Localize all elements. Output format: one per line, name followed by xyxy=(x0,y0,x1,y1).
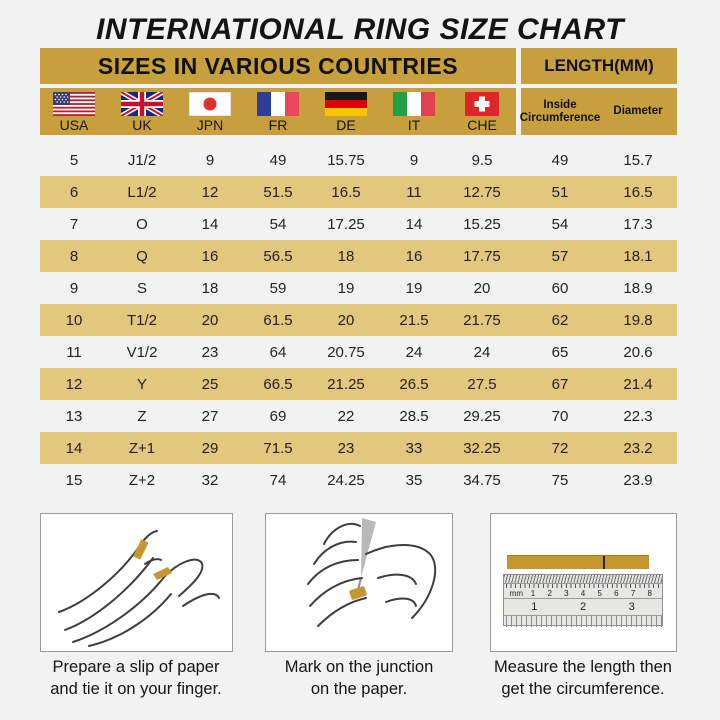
italy-flag-icon xyxy=(393,92,435,116)
table-cell: 66.5 xyxy=(263,375,293,393)
diameter-column-header: Diameter xyxy=(613,105,663,117)
table-row xyxy=(40,272,677,304)
column-header-de xyxy=(312,88,380,135)
table-row xyxy=(40,240,677,272)
table-cell: 12 xyxy=(201,183,219,201)
table-row xyxy=(40,400,677,432)
flag-row xyxy=(40,88,516,135)
table-cell: 11 xyxy=(66,343,82,361)
table-cell: 6 xyxy=(69,183,79,201)
ruler-inch-number: 1 xyxy=(531,601,538,613)
table-cell: Q xyxy=(136,247,148,265)
table-cell: 21.25 xyxy=(327,375,365,393)
table-cell: 65 xyxy=(551,343,569,361)
table-cell: 23.9 xyxy=(623,471,653,489)
ruler-cm-number: 2 xyxy=(547,588,552,598)
table-cell: Z+2 xyxy=(128,471,156,489)
flag-header-band xyxy=(40,88,677,135)
table-cell: 57 xyxy=(551,247,569,265)
germany-flag-icon xyxy=(325,92,367,116)
table-cell: 17.3 xyxy=(623,215,653,233)
table-cell: 18.9 xyxy=(623,279,653,297)
table-cell: 19 xyxy=(405,279,423,297)
table-cell: 17.75 xyxy=(463,247,501,265)
table-cell: 15.75 xyxy=(327,151,365,169)
pen-marking-paper-illustration xyxy=(266,514,452,651)
table-cell: 29.25 xyxy=(463,407,501,425)
table-rows xyxy=(40,144,677,496)
table-cell: 56.5 xyxy=(263,247,293,265)
table-header-band xyxy=(40,48,677,84)
table-cell: Z xyxy=(137,407,147,425)
table-cell: 16 xyxy=(201,247,219,265)
table-cell: 16.5 xyxy=(331,183,361,201)
table-cell: 20.6 xyxy=(623,343,653,361)
column-header-it xyxy=(380,88,448,135)
column-header-usa xyxy=(40,88,108,135)
country-code-label: DE xyxy=(336,117,356,133)
ruler-cm-number: 7 xyxy=(630,588,636,598)
caption-line: Prepare a slip of paper xyxy=(52,658,220,676)
inside-circumference-column-header: Inside Circumference xyxy=(519,98,601,124)
usa-flag-icon xyxy=(53,92,95,116)
table-cell: 75 xyxy=(551,471,569,489)
caption-line: Measure the length then xyxy=(494,658,672,676)
table-cell: 72 xyxy=(551,439,569,457)
table-row xyxy=(40,336,677,368)
length-section-header: LENGTH(MM) xyxy=(521,48,677,84)
table-cell: 23 xyxy=(337,439,355,457)
ruler-inch-number: 3 xyxy=(628,601,635,613)
table-cell: 18 xyxy=(201,279,219,297)
table-cell: 35 xyxy=(405,471,423,489)
table-row xyxy=(40,144,677,176)
table-cell: 18 xyxy=(337,247,355,265)
table-cell: 27 xyxy=(201,407,219,425)
table-cell: O xyxy=(136,215,148,233)
length-columns xyxy=(521,88,677,135)
table-cell: 16.5 xyxy=(623,183,653,201)
table-cell: S xyxy=(136,279,147,297)
caption-line: and tie it on your finger. xyxy=(50,680,222,698)
country-code-label: CHE xyxy=(467,117,497,133)
ruler-inch-numbers xyxy=(504,598,662,615)
table-cell: 20 xyxy=(201,311,219,329)
table-cell: 24 xyxy=(473,343,491,361)
paper-strip-illustration xyxy=(507,555,649,569)
table-row xyxy=(40,432,677,464)
table-cell: 32.25 xyxy=(463,439,501,457)
table-cell: 15 xyxy=(65,471,83,489)
country-code-label: FR xyxy=(268,117,288,133)
table-row xyxy=(40,368,677,400)
table-cell: 20.75 xyxy=(327,343,365,361)
table-row xyxy=(40,176,677,208)
instruction-caption-prepare xyxy=(16,656,256,700)
table-cell: 16 xyxy=(405,247,423,265)
table-cell: 29 xyxy=(201,439,219,457)
table-cell: 18.1 xyxy=(623,247,653,265)
table-cell: Z+1 xyxy=(128,439,156,457)
table-cell: 21.5 xyxy=(399,311,429,329)
table-cell: 14 xyxy=(405,215,423,233)
countries-section-header: SIZES IN VARIOUS COUNTRIES xyxy=(40,48,516,84)
table-cell: 20 xyxy=(337,311,355,329)
table-cell: 19.8 xyxy=(623,311,653,329)
instruction-box-measure xyxy=(490,513,677,652)
country-code-label: UK xyxy=(132,117,152,133)
table-cell: 17.25 xyxy=(327,215,365,233)
table-cell: V1/2 xyxy=(126,343,158,361)
column-header-fr xyxy=(244,88,312,135)
table-cell: 14 xyxy=(65,439,83,457)
table-cell: 28.5 xyxy=(399,407,429,425)
ruler-cm-number: 6 xyxy=(614,588,619,598)
table-cell: 59 xyxy=(269,279,287,297)
table-cell: 49 xyxy=(269,151,287,169)
ruler-cm-number: 5 xyxy=(597,588,602,598)
uk-flag-icon xyxy=(121,92,163,116)
table-cell: 9 xyxy=(205,151,215,169)
ruler-hatch-edge xyxy=(504,575,662,584)
table-cell: 69 xyxy=(269,407,287,425)
table-cell: 54 xyxy=(551,215,569,233)
france-flag-icon xyxy=(257,92,299,116)
ruler-cm-number: 4 xyxy=(580,588,586,598)
japan-flag-icon xyxy=(189,92,231,116)
table-cell: 27.5 xyxy=(467,375,497,393)
table-cell: 74 xyxy=(269,471,287,489)
table-cell: 21.75 xyxy=(463,311,501,329)
instruction-box-mark xyxy=(265,513,453,652)
table-cell: 67 xyxy=(551,375,569,393)
table-cell: 12.75 xyxy=(463,183,501,201)
table-cell: 49 xyxy=(551,151,569,169)
table-cell: 71.5 xyxy=(263,439,293,457)
table-cell: 26.5 xyxy=(399,375,429,393)
table-cell: 60 xyxy=(551,279,569,297)
column-header-che xyxy=(448,88,516,135)
table-row xyxy=(40,464,677,496)
table-cell: 34.75 xyxy=(463,471,501,489)
table-cell: 61.5 xyxy=(263,311,293,329)
table-cell: Y xyxy=(136,375,147,393)
table-cell: 8 xyxy=(69,247,79,265)
table-cell: 32 xyxy=(201,471,219,489)
table-cell: 7 xyxy=(69,215,79,233)
ruler-cm-numbers xyxy=(504,588,662,598)
table-cell: 9.5 xyxy=(471,151,493,169)
country-code-label: JPN xyxy=(196,117,224,133)
caption-line: on the paper. xyxy=(310,680,408,698)
caption-line: Mark on the junction xyxy=(284,658,434,676)
table-cell: 13 xyxy=(65,407,83,425)
table-cell: 11 xyxy=(406,183,422,201)
country-code-label: USA xyxy=(59,117,89,133)
table-cell: 23.2 xyxy=(623,439,653,457)
ruler-illustration xyxy=(503,574,663,626)
ruler-cm-number: 8 xyxy=(647,588,652,598)
ruler-cm-number: 3 xyxy=(564,588,569,598)
table-cell: 23 xyxy=(201,343,219,361)
table-cell: 33 xyxy=(405,439,423,457)
column-header-jpn xyxy=(176,88,244,135)
table-cell: L1/2 xyxy=(127,183,157,201)
table-cell: 15.7 xyxy=(623,151,653,169)
ring-size-table xyxy=(40,48,677,496)
caption-line: get the circumference. xyxy=(501,680,665,698)
table-cell: 22 xyxy=(337,407,355,425)
table-cell: 25 xyxy=(201,375,219,393)
table-cell: 24 xyxy=(405,343,423,361)
table-cell: 19 xyxy=(337,279,355,297)
table-cell: 5 xyxy=(69,151,79,169)
column-header-uk xyxy=(108,88,176,135)
table-cell: 70 xyxy=(551,407,569,425)
page-title: INTERNATIONAL RING SIZE CHART xyxy=(96,13,624,46)
table-cell: J1/2 xyxy=(127,151,157,169)
table-cell: 51.5 xyxy=(263,183,293,201)
table-cell: 24.25 xyxy=(327,471,365,489)
table-row xyxy=(40,304,677,336)
table-cell: 51 xyxy=(551,183,569,201)
instruction-caption-mark xyxy=(239,656,479,700)
table-cell: 10 xyxy=(65,311,83,329)
table-cell: 22.3 xyxy=(623,407,653,425)
ruler-cm-number: 1 xyxy=(530,588,536,598)
table-cell: 9 xyxy=(69,279,79,297)
strip-mark xyxy=(603,556,605,569)
instruction-box-prepare xyxy=(40,513,233,652)
table-row xyxy=(40,208,677,240)
table-cell: 54 xyxy=(269,215,287,233)
table-cell: 14 xyxy=(201,215,219,233)
table-cell: 62 xyxy=(551,311,569,329)
ruler-teeth-edge xyxy=(504,615,662,627)
instruction-caption-measure xyxy=(463,656,703,700)
table-cell: 20 xyxy=(473,279,491,297)
hand-with-paper-strip-illustration xyxy=(41,514,232,651)
ruler-inch-number: 2 xyxy=(579,601,587,613)
table-cell: 9 xyxy=(409,151,419,169)
ruler-unit-label: mm xyxy=(509,588,523,598)
table-cell: T1/2 xyxy=(126,311,157,329)
table-cell: 15.25 xyxy=(463,215,501,233)
table-cell: 64 xyxy=(269,343,287,361)
country-code-label: IT xyxy=(407,117,421,133)
table-cell: 12 xyxy=(65,375,83,393)
table-cell: 21.4 xyxy=(623,375,653,393)
switzerland-flag-icon xyxy=(465,92,499,116)
